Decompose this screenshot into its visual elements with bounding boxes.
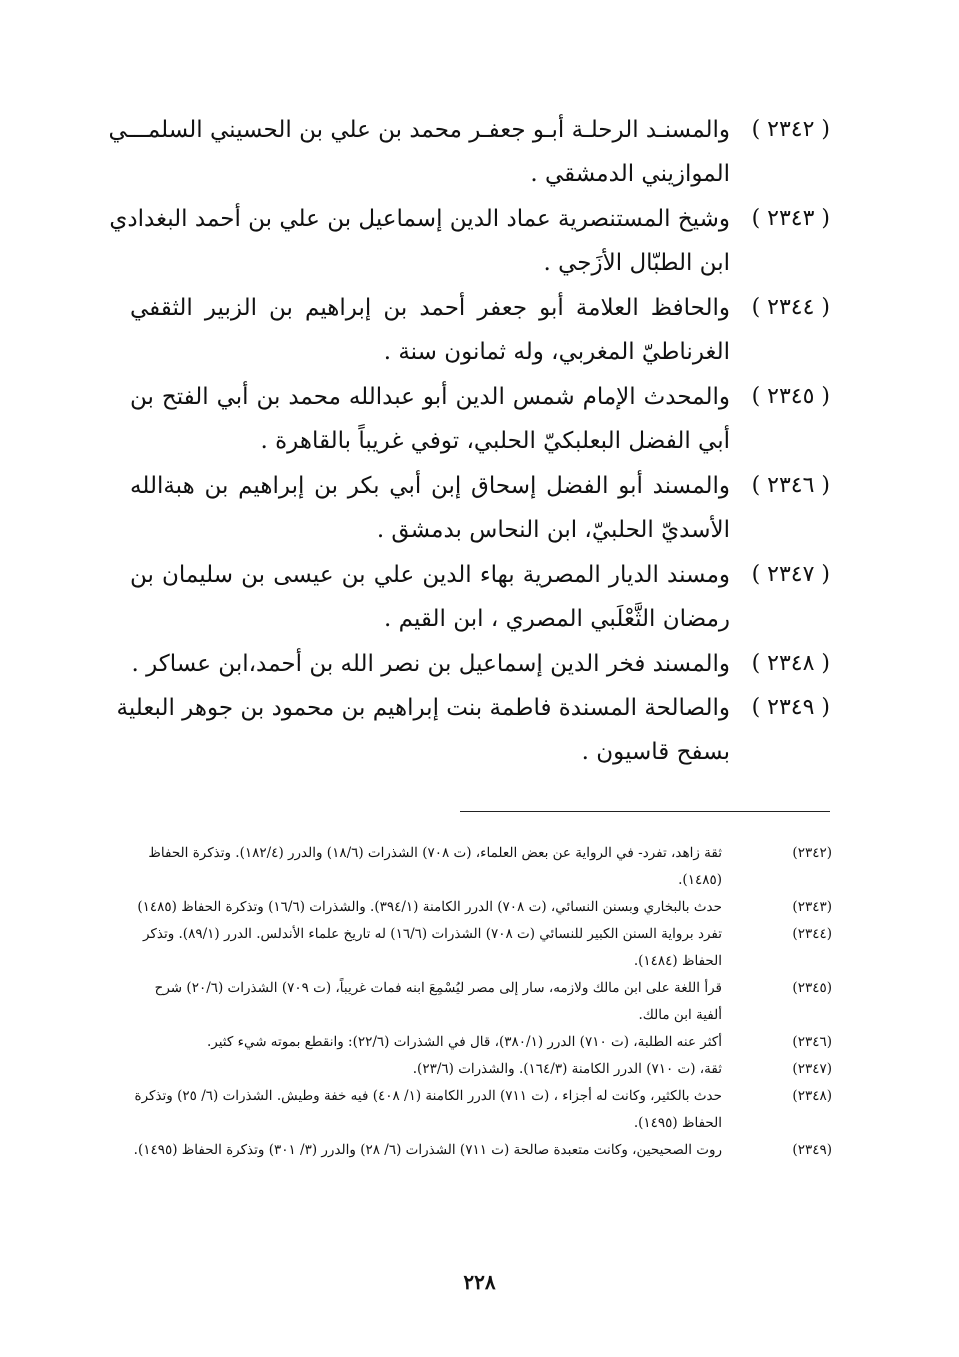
entry-number: ( ٢٣٤٨ ) [751, 651, 830, 676]
entry-number: ( ٢٣٤٣ ) [751, 206, 830, 231]
entry-line: والمسند أبو الفضل إسحاق إبن أبي بكر بن إبراهيم بن هبةالله [130, 473, 730, 499]
entry-line: الأسديّ الحلبيّ، ابن النحاس بدمشق . [376, 517, 730, 543]
entry-line: والحافظ العلامة أبو جعفر أحمد بن إبراهيم بن الزبير الثقفي [130, 295, 730, 321]
footnote-number: (٢٣٤٤) [792, 926, 832, 942]
entry-body [108, 108, 730, 196]
entry-body [130, 642, 730, 686]
entry-line: والمسند فخر الدين إسماعيل بن نصر الله بن أحمد،ابن عساكر . [131, 651, 730, 677]
entry-number: ( ٢٣٤٧ ) [751, 562, 830, 587]
footnote-number: (٢٣٤٨) [792, 1088, 832, 1104]
entry-line: بسفح قاسيون . [581, 739, 730, 765]
entry-number: ( ٢٣٤٤ ) [751, 295, 830, 320]
entry-line: والصالحة المسندة فاطمة بنت إبراهيم بن محمود بن جوهر البعلية [116, 695, 730, 721]
entry-line: رمضان الثَّعْلَبي المصري ، ابن القيم . [384, 606, 730, 632]
footnote-number: (٢٣٤٢) [792, 845, 832, 861]
footnote-text: ثقة، (ت ٧١٠) الدرر الكامنة (١٦٤/٣). والشذرات (٢٣/٦). [412, 1061, 722, 1077]
footnote-text: حدث بالبخاري وبسنن النسائي، (ت ٧٠٨) الدرر الكامنة (٣٩٤/١). والشذرات (١٦/٦) وتذكرة الحفاظ (١٤٨٥) [137, 899, 722, 915]
page-number: ٢٢٨ [463, 1270, 496, 1294]
footnote-number: (٢٣٤٧) [792, 1061, 832, 1077]
footnote [128, 1083, 832, 1137]
entry-body [130, 464, 730, 552]
entry-line: والمسنـد الرحلـة أبـو جعفـر محمد بن علي بن الحسيني السلمـــي [108, 117, 730, 143]
footnote-number: (٢٣٤٣) [792, 899, 832, 915]
footnote-number: (٢٣٤٩) [792, 1142, 832, 1158]
entry-number: ( ٢٣٤٥ ) [751, 384, 830, 409]
footnote [128, 921, 832, 975]
footnote-text: قرأ اللغة على ابن مالك ولازمه، سار إلى مصر ليُسْمِعَ ابنه فمات غريباً، (ت ٧٠٩) الشذرات (٢٠/٦) شرح ألفية ابن مالك. [154, 980, 722, 1023]
entry [108, 108, 830, 197]
entry [130, 642, 830, 686]
main-text [108, 108, 830, 775]
entry-body [130, 286, 730, 374]
entry [130, 464, 830, 553]
entry-body [109, 197, 730, 285]
footnote [128, 1029, 832, 1056]
entry-body [117, 686, 730, 774]
footnote-number: (٢٣٤٥) [792, 980, 832, 996]
entry-line: الغرناطيّ المغربي، وله ثمانون سنة . [383, 339, 730, 365]
footnotes [128, 840, 832, 1164]
entry-number: ( ٢٣٤٩ ) [751, 695, 830, 720]
footnote-text: روت الصحيحين، وكانت متعبدة صالحة (ت ٧١١) الشذرات (٦/ ٢٨) والدرر (٣/ ٣٠١) وتذكرة الحفاظ (١٤٩٥). [133, 1142, 722, 1158]
footnote-text: ثقة زاهد، تفرد- في الرواية عن بعض العلماء، (ت ٧٠٨) الشذرات (١٨/٦) والدرر (١٨٢/٤). وتذكرة الحفاظ (١٤٨٥). [148, 845, 722, 888]
entry [116, 686, 830, 775]
entry [109, 197, 830, 286]
footnote [128, 894, 832, 921]
entry-number: ( ٢٣٤٢ ) [751, 117, 830, 142]
entry-body [130, 553, 730, 641]
entry-line: الموازيني الدمشقي . [530, 161, 730, 187]
entry-line: ومسند الديار المصرية بهاء الدين علي بن عيسى بن سليمان بن [130, 562, 730, 588]
entry-body [130, 375, 730, 463]
footnote-text: حدث بالكثير، وكانت له أجزاء ، (ت ٧١١) الدرر الكامنة (١/ ٤٠٨) فيه خفة وطيش. الشذرات (٦/ ٢٥) وتذكرة الحفاظ (١٤٩٥). [134, 1088, 722, 1131]
entry [130, 375, 830, 464]
footnote-text: أكثر عنه الطلبة، (ت ٧١٠) الدرر (٣٨٠/١)، قال في الشذرات (٢٢/٦): وانقطع بموته شيء كثير. [206, 1034, 722, 1050]
footnote [128, 840, 832, 894]
entry-line: والمحدث الإمام شمس الدين أبو عبدالله محمد بن أبي الفتح بن [130, 384, 730, 410]
entry-number: ( ٢٣٤٦ ) [751, 473, 830, 498]
entry-line: وشيخ المستنصرية عماد الدين إسماعيل بن علي بن أحمد البغدادي [109, 206, 730, 232]
entry-line: أبي الفضل البعلبكيّ الحلبي، توفي غريباً بالقاهرة . [260, 428, 730, 454]
footnote [128, 1056, 832, 1083]
footnote [128, 1137, 832, 1164]
footnote [128, 975, 832, 1029]
entry [130, 553, 830, 642]
footnote-separator [460, 811, 830, 812]
entry-line: ابن الطبّال الأزَجي . [543, 250, 730, 276]
footnote-number: (٢٣٤٦) [792, 1034, 832, 1050]
footnote-text: تفرد برواية السنن الكبير للنسائي (ت ٧٠٨) الشذرات (١٦/٦) له تاريخ علماء الأندلس. الدرر (٨٩/١). وتذكر الحفاظ (١٤٨٤). [142, 926, 722, 969]
entry [130, 286, 830, 375]
